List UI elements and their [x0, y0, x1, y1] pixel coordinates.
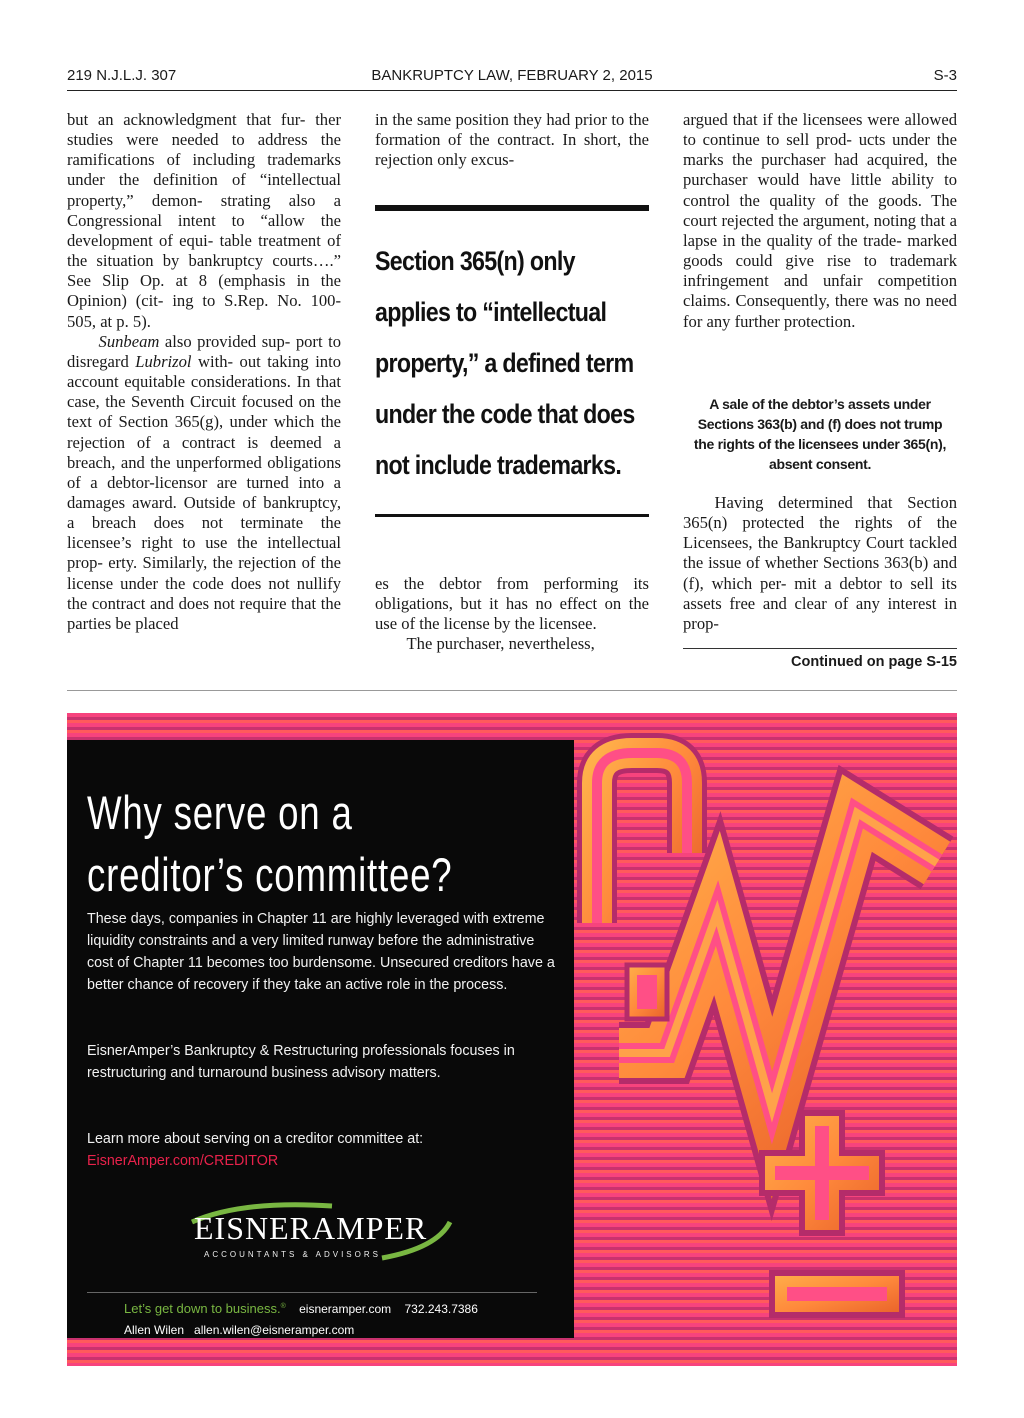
- ad-contact-line: [124, 1301, 478, 1316]
- article-column-3-top: [683, 110, 957, 332]
- ad-headline: Why serve on a creditor’s committee?: [87, 786, 453, 901]
- paragraph: es the debtor from performing its obligations, but it has no effect on the use of the license by the licensee.: [375, 574, 650, 634]
- continued-link[interactable]: Continued on page S-15: [791, 654, 957, 670]
- contact-name: Allen Wilen: [124, 1323, 185, 1337]
- citation: 219 N.J.L.J. 307: [67, 67, 177, 84]
- page-header: [67, 66, 957, 91]
- phone-number: 732.243.7386: [404, 1302, 478, 1316]
- paragraph: Having determined that Section 365(n) protected the rights of the Licensees, the Bankruptcy Court tackled the issue of whether Sections 363(b) and (f), which per- mit a debtor to sell its assets free and clear of any interest in prop-: [683, 493, 958, 633]
- pullquote-top-rule: [375, 205, 649, 211]
- paragraph: The purchaser, nevertheless,: [406, 634, 595, 654]
- ad-separator: [67, 690, 957, 691]
- question-hook: [597, 753, 687, 923]
- website-link[interactable]: eisneramper.com: [299, 1302, 392, 1316]
- article-column-1: [67, 110, 341, 634]
- contact-email[interactable]: allen.wilen@eisneramper.com: [194, 1323, 355, 1337]
- subheading: A sale of the debtor’s assets under Sections 363(b) and (f) does not trump the rights of the licensees under 365(n), absent consent.: [693, 396, 947, 472]
- ad-paragraph: Learn more about serving on a creditor committee at: EisnerAmper.com/CREDITOR: [87, 1128, 557, 1172]
- creditor-link[interactable]: EisnerAmper.com/CREDITOR: [87, 1153, 279, 1169]
- registered-mark: ®: [280, 1303, 286, 1310]
- paragraph: Sunbeam also provided sup- port to disregard Lubrizol with- out taking into account equitable considerations. In that case, the Seventh Circuit focused on the text of Section 365(g), under which the rejection of a contract is deemed a breach, and the unperformed obligations of a debtor-licensor are turned into a damages award. Outside of bankruptcy, a breach does not terminate the licensee’s right to use the intellectual prop- erty. Similarly, the rejection of the license under the code does not nullify the contract and does not require that the parties be placed: [67, 331, 342, 633]
- pull-quote: Section 365(n) only applies to “intellectual property,” a defined term under the code that does not include trademarks.: [375, 246, 635, 480]
- paragraph: in the same position they had prior to the formation of the contract. In short, the rejection only excus-: [375, 110, 649, 170]
- ad-text-panel: [67, 740, 574, 1338]
- question-dot: [637, 975, 657, 1009]
- article-column-3-bottom: [683, 493, 957, 634]
- logo-tagline: ACCOUNTANTS & ADVISORS: [204, 1250, 381, 1259]
- advertisement[interactable]: [67, 713, 957, 1366]
- paragraph: but an acknowledgment that fur- ther studies were needed to address the ramifications of including trademarks under the definition of “intellectual property,” demon- strating also a Congressional intent to “allow the development of equi- table treatment of the situation by bankruptcy courts….” See Slip Op. at 8 (emphasis in the Opinion) (cit- ing to S.Rep. No. 100-505, at p. 5).: [67, 110, 341, 331]
- section-title: BANKRUPTCY LAW, FEBRUARY 2, 2015: [371, 67, 653, 84]
- ad-paragraph: EisnerAmper’s Bankruptcy & Restructuring professionals focuses in restructuring and turnaround business advisory matters.: [87, 1043, 515, 1081]
- eisneramper-logo[interactable]: [182, 1192, 462, 1272]
- footer-rule: [87, 1292, 537, 1293]
- slogan: Let’s get down to business.: [124, 1301, 281, 1316]
- pullquote-bottom-rule: [375, 514, 649, 517]
- ad-contact-person: [124, 1323, 354, 1337]
- minus-shape: [787, 1287, 887, 1301]
- page-number: S-3: [933, 67, 957, 84]
- paragraph: argued that if the licensees were allowed to continue to sell prod- ucts under the marks the purchaser had acquired, the purchaser would have little ability to control the quality of the goods. The court rejected the argument, noting that a lapse in the quality of the trade- marked goods could give rise to trademark infringement and unfair competition claims. Consequently, there was no need for any further protection.: [683, 110, 957, 331]
- continued-rule: [683, 648, 957, 649]
- article-column-2-bottom: [375, 574, 649, 655]
- logo-name: EISNERAMPER: [194, 1210, 428, 1246]
- ad-paragraph: These days, companies in Chapter 11 are highly leveraged with extreme liquidity constraints and a very limited runway before the administrative cost of Chapter 11 becomes too burdensome. Unsecured creditors have a better chance of recovery if they take an active role in the process.: [87, 911, 555, 993]
- article-column-2-top: [375, 110, 649, 170]
